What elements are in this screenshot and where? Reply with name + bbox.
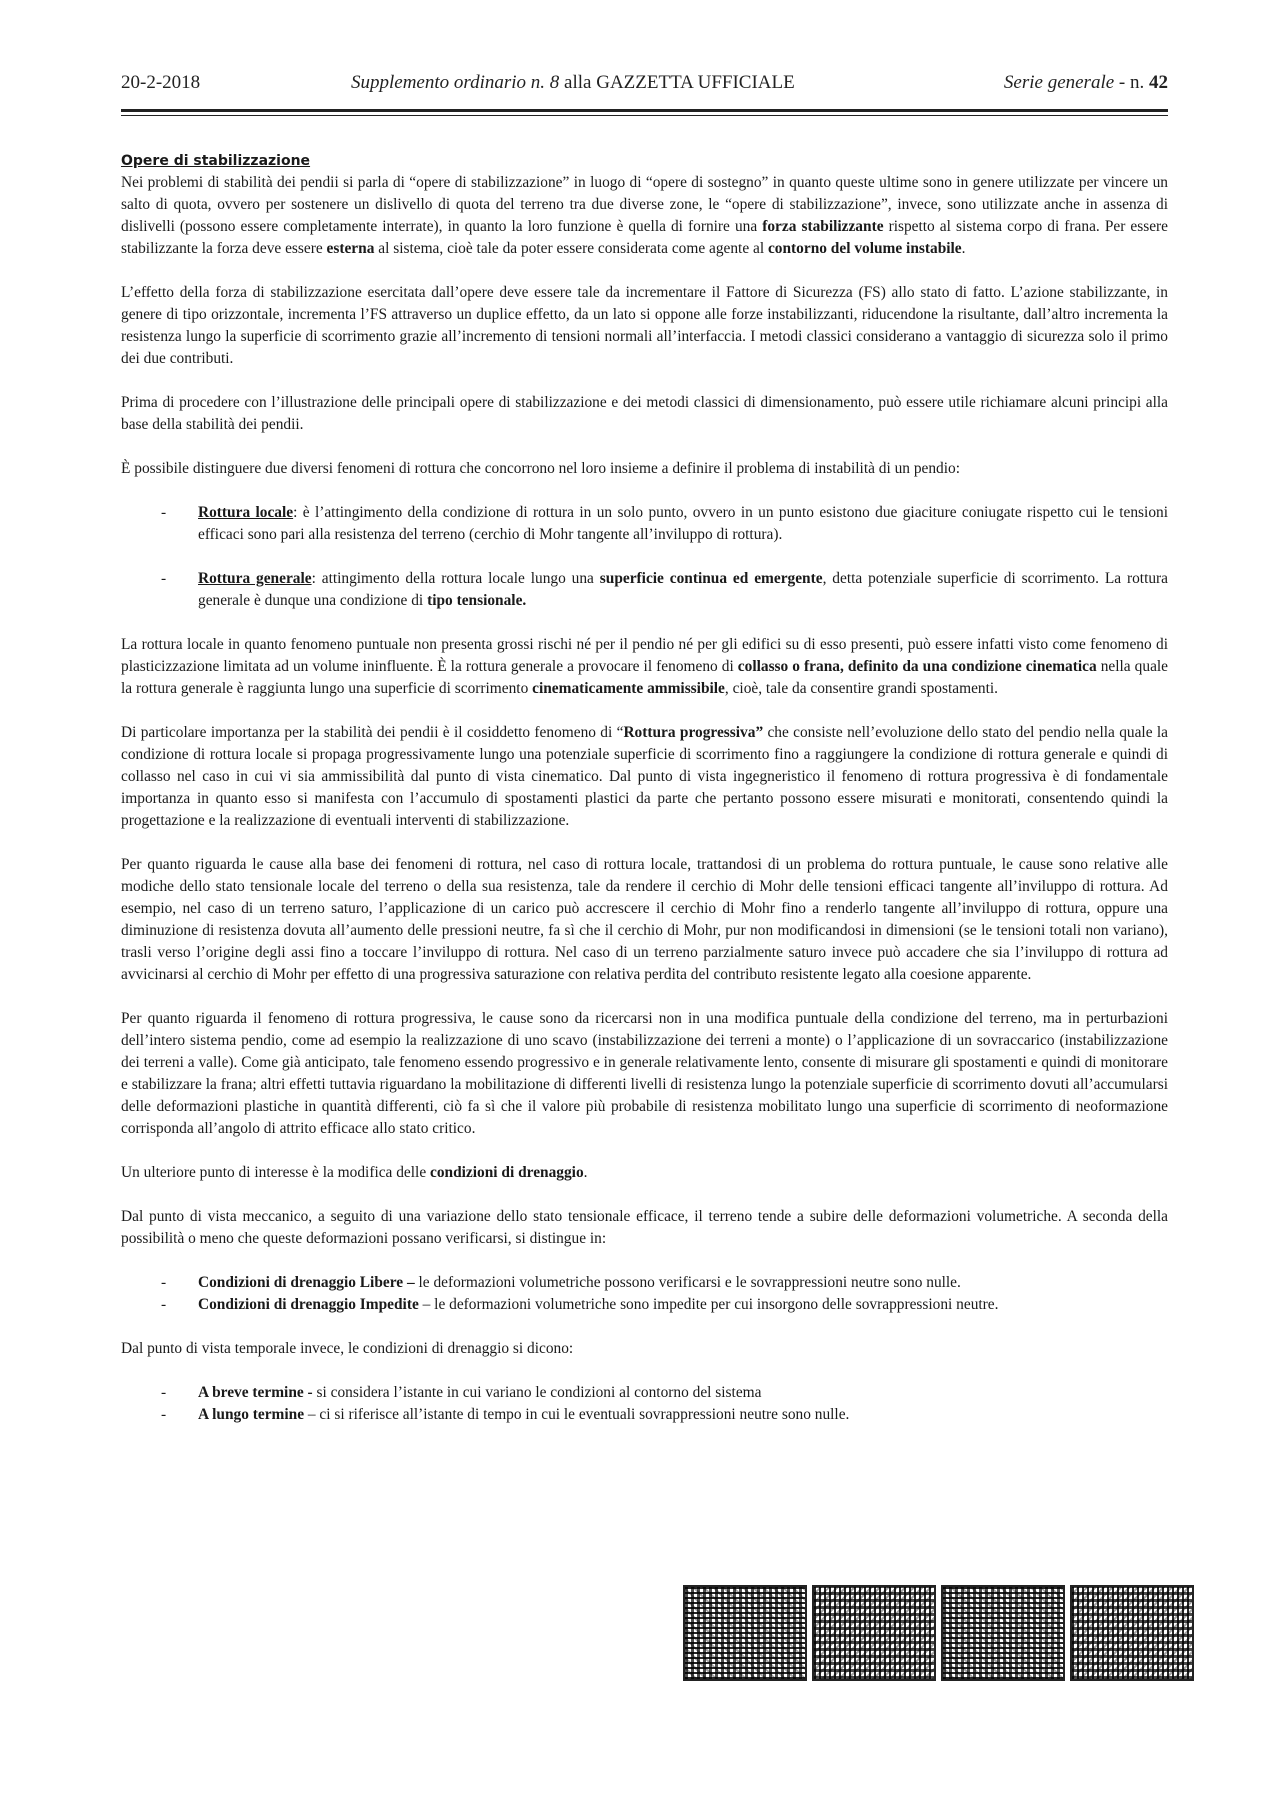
list-dash: - <box>161 504 167 521</box>
paragraph-5 <box>121 634 1168 700</box>
list-item-label: Condizioni di drenaggio Libere – <box>198 1274 415 1291</box>
rupture-list <box>121 502 1168 612</box>
paragraph-3: Prima di procedere con l’illustrazione delle principali opere di stabilizzazione e dei metodi classici di dimensionamento, può essere utile richiamare alcuni principi alla base della stabilità dei pendii. <box>121 394 1168 433</box>
list-item <box>121 568 1168 612</box>
list-item-label: A breve termine - <box>198 1384 313 1401</box>
list-item <box>121 502 1168 546</box>
paragraph-6 <box>121 722 1168 832</box>
header-rule-thick <box>121 109 1168 112</box>
list-item-bold-1: superficie continua ed emergente <box>599 570 823 587</box>
p5-text-c: nella quale la rottura generale è raggiunta lungo una superficie di scorrimento <box>121 658 1169 697</box>
paragraph-7: Per quanto riguarda le cause alla base dei fenomeni di rottura, nel caso di rottura locale, trattandosi di un problema do rottura puntuale, le cause sono relative alle modiche dello stato tensionale locale del terreno o della sua resistenza, tale da rendere il cerchio di Mohr delle tensioni efficaci tangente all’inviluppo di rottura. Ad esempio, nel caso di un terreno saturo, l’applicazione di un carico può accrescere il cerchio di Mohr fino a renderlo tangente all’inviluppo di rottura, oppure una diminuzione di resistenza dovuta all’aumento delle pressioni neutre, fa sì che il cerchio di Mohr, pur non modificandosi in dimensioni (se le tensioni totali non variano), trasli verso l’origine degli assi fino a toccare l’inviluppo di rottura. Nel caso di un terreno parzialmente saturo invece può accadere che sia l’inviluppo di rottura ad avvicinarsi al cerchio di Mohr per effetto di una progressiva saturazione con relativa perdita del contributo resistente legato alla coesione apparente. <box>121 856 1168 983</box>
header-series-label: Serie generale <box>1003 72 1115 93</box>
list-item-text-a: : attingimento della rottura locale lungo una <box>311 570 600 587</box>
list-item-text: si considera l’istante in cui variano le condizioni al contorno del sistema <box>312 1384 762 1401</box>
p5-bold-2: cinematicamente ammissibile <box>532 680 725 697</box>
paragraph-1 <box>121 172 1168 260</box>
header-page-number: 42 <box>1149 72 1168 93</box>
list-item-label: Rottura generale <box>198 570 312 587</box>
section-heading: Opere di stabilizzazione <box>121 153 311 169</box>
paragraph-2: L’effetto della forza di stabilizzazione esercitata dall’opere deve essere tale da incrementare il Fattore di Sicurezza (FS) allo stato di fatto. L’azione stabilizzante, in genere di tipo orizzontale, incrementa l’FS attraverso un duplice effetto, da un lato si oppone alle forze instabilizzanti, riducendone la risultante, dall’altro incrementa la resistenza lungo la superficie di scorrimento grazie all’incremento di tensioni normali all’interfaccia. I metodi classici considerano a vantaggio di sicurezza solo il primo dei due contributi. <box>121 284 1168 367</box>
p6-text-a: Di particolare importanza per la stabilità dei pendii è il cosiddetto fenomeno di “ <box>121 724 624 741</box>
p9-bold: condizioni di drenaggio <box>430 1164 584 1181</box>
drainage-list <box>121 1272 1168 1316</box>
header-rule-thin <box>121 115 1168 116</box>
list-item-text-b: , detta potenziale superficie di scorrimento. La rottura generale è dunque una condizione di <box>198 570 1168 609</box>
header-gazette: alla GAZZETTA UFFICIALE <box>564 72 795 93</box>
list-item <box>121 1404 1168 1426</box>
datamatrix-code-icon <box>941 1585 1065 1681</box>
header-date: 20-2-2018 <box>121 72 201 93</box>
p1-text-a: Nei problemi di stabilità dei pendii si parla di “opere di stabilizzazione” in luogo di “opere di sostegno” in quanto queste ultime sono in genere utilizzate per vincere un salto di quota, ovvero per sostenere un dislivello di quota del terreno tra due diverse zone, le “opere di stabilizzazione”, invece, sono utilizzate anche in assenza di dislivelli (possono essere completamente interrate), in quanto la loro funzione è quella di fornire una <box>121 174 1168 235</box>
p9-text-c: . <box>583 1164 588 1181</box>
list-item <box>121 1272 1168 1294</box>
term-list <box>121 1382 1168 1426</box>
p1-text-e: . <box>961 240 966 257</box>
paragraph-8: Per quanto riguarda il fenomeno di rottura progressiva, le cause sono da ricercarsi non in una modifica puntuale della condizione del terreno, ma in perturbazioni dell’intero sistema pendio, come ad esempio la realizzazione di uno scavo (instabilizzazione dei terreni a monte) o l’applicazione di un sovraccarico (instabilizzazione dei terreni a valle). Come già anticipato, tale fenomeno essendo progressivo e in generale relativamente lento, consente di misurare gli spostamenti e quindi di monitorare e stabilizzare la frana; altri effetti tuttavia riguardano la mobilitazione di differenti livelli di resistenza lungo la potenziale superficie di scorrimento dovuti all’accumularsi delle deformazioni plastiche in quantità differenti, ciò fa sì che il valore più probabile di resistenza mobilitato lungo una superficie di scorrimento di neoformazione corrisponda all’angolo di attrito efficace allo stato critico. <box>121 1010 1168 1137</box>
list-dash: - <box>161 570 167 587</box>
list-item-label: A lungo termine <box>198 1406 305 1423</box>
header-series <box>1004 72 1168 94</box>
paragraph-11: Dal punto di vista temporale invece, le condizioni di drenaggio si dicono: <box>121 1340 574 1357</box>
list-dash: - <box>161 1274 167 1291</box>
datamatrix-code-icon <box>812 1585 936 1681</box>
header-publication <box>351 72 795 94</box>
paragraph-9 <box>121 1162 1168 1184</box>
list-item-label: Condizioni di drenaggio Impedite <box>198 1296 419 1313</box>
header-number-prefix: - n. <box>1118 72 1145 93</box>
list-item <box>121 1294 1168 1316</box>
list-item-bold-2: tipo tensionale. <box>427 592 527 609</box>
p1-text-c: rispetto al sistema corpo di frana. Per essere stabilizzante la forza deve essere <box>121 218 1168 257</box>
p1-bold-3: contorno del volume instabile <box>767 240 962 257</box>
list-item-text: le deformazioni volumetriche possono verificarsi e le sovrappressioni neutre sono nulle. <box>414 1274 961 1291</box>
list-dash: - <box>161 1406 167 1423</box>
p6-text-c: che consiste nell’evoluzione dello stato del pendio nella quale la condizione di rottura locale si propaga progressivamente lungo una potenziale superficie di scorrimento fino a raggiungere la condizione di rottura generale e quindi di collasso nel caso in cui vi sia ammissibilità dal punto di vista cinematico. Dal punto di vista ingegneristico il fenomeno di rottura progressiva è di fondamentale importanza in quanto esso si manifesta con l’accumulo di spostamenti plastici da parte che pertanto possono essere misurati e monitorati, consentendo quindi la progettazione e la realizzazione di eventuali interventi di stabilizzazione. <box>121 724 1168 829</box>
p1-bold-2: esterna <box>326 240 375 257</box>
p5-bold-1: collasso o frana, definito da una condizione cinematica <box>737 658 1097 675</box>
datamatrix-code-icon <box>683 1585 807 1681</box>
paragraph-10: Dal punto di vista meccanico, a seguito di una variazione dello stato tensionale efficace, il terreno tende a subire delle deformazioni volumetriche. A seconda della possibilità o meno che queste deformazioni possano verificarsi, si distingue in: <box>121 1208 1168 1247</box>
list-item-label: Rottura locale <box>198 504 294 521</box>
list-item-text: : è l’attingimento della condizione di rottura in un solo punto, ovvero in un punto esistono due giaciture coniugate rispetto cui le tensioni efficaci sono pari alla resistenza del terreno (cerchio di Mohr tangente all’inviluppo di rottura). <box>198 504 1168 543</box>
p1-text-d: al sistema, cioè tale da poter essere considerata come agente al <box>374 240 768 257</box>
header-supplement: Supplemento ordinario n. 8 <box>351 72 560 93</box>
page-header <box>121 72 1168 102</box>
list-dash: - <box>161 1384 167 1401</box>
list-item <box>121 1382 1168 1404</box>
datamatrix-code-icon <box>1070 1585 1194 1681</box>
document-body <box>121 150 1168 1448</box>
list-item-text: – le deformazioni volumetriche sono impedite per cui insorgono delle sovrappressioni neutre. <box>418 1296 999 1313</box>
p6-bold: Rottura progressiva” <box>623 724 764 741</box>
p5-text-d: , cioè, tale da consentire grandi spostamenti. <box>724 680 998 697</box>
list-dash: - <box>161 1296 167 1313</box>
p1-bold-1: forza stabilizzante <box>762 218 884 235</box>
list-item-text: – ci si riferisce all’istante di tempo in cui le eventuali sovrappressioni neutre sono nulle. <box>304 1406 850 1423</box>
p9-text-a: Un ulteriore punto di interesse è la modifica delle <box>121 1164 430 1181</box>
paragraph-4: È possibile distinguere due diversi fenomeni di rottura che concorrono nel loro insieme a definire il problema di instabilità di un pendio: <box>121 460 960 477</box>
p5-text-a: La rottura locale in quanto fenomeno puntuale non presenta grossi rischi né per il pendio né per gli edifici su di esso presenti, può essere infatti visto come fenomeno di plasticizzazione limitata ad un volume ininfluente. È la rottura generale a provocare il fenomeno di <box>121 636 1168 675</box>
